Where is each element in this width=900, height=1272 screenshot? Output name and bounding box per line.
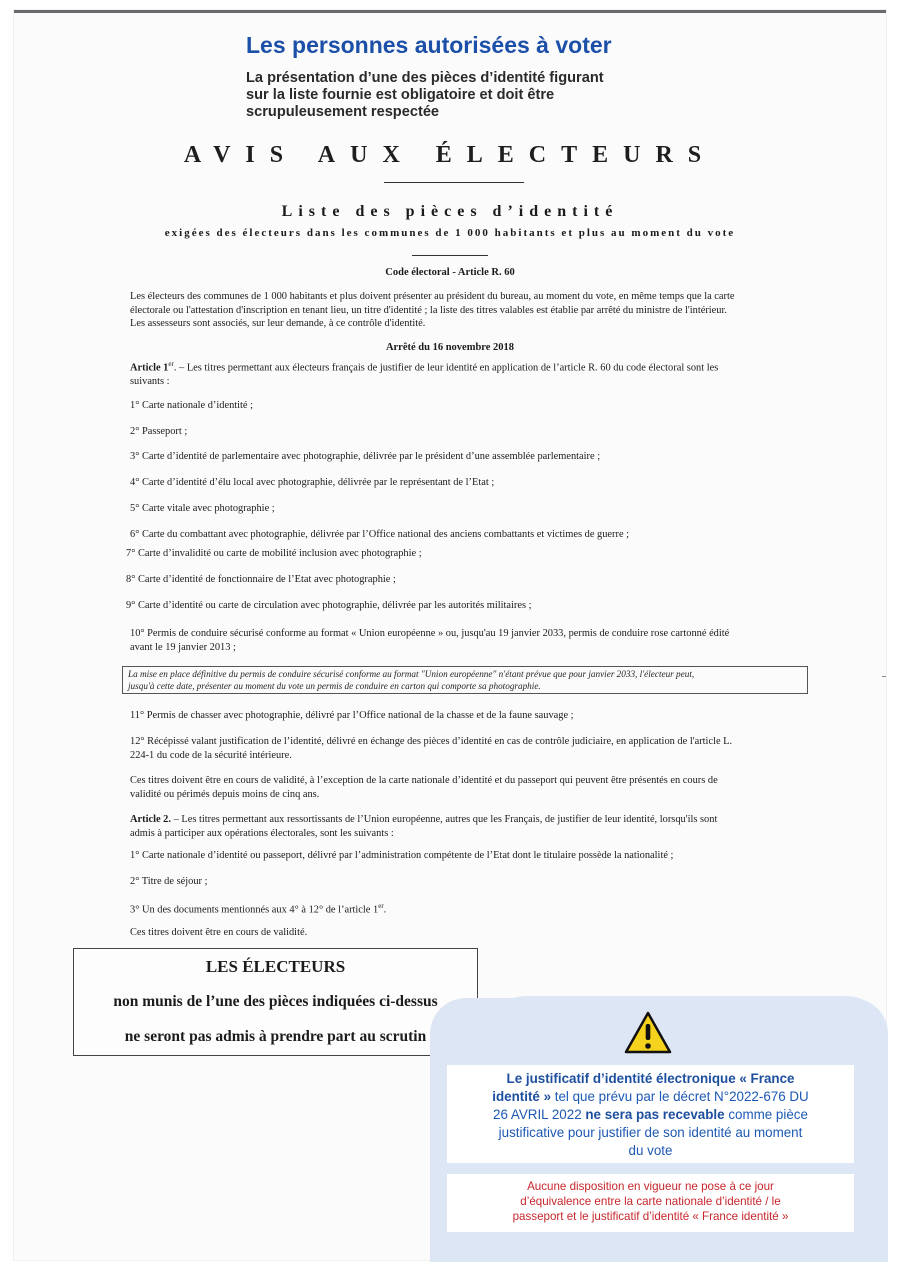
divider (412, 255, 488, 256)
electeurs-warning-box (73, 948, 478, 1056)
list-item: 6° Carte du combattant avec photographie, délivrée par l’Office national des anciens combattants et victimes de guerre ; (130, 529, 630, 540)
permis-note-box (122, 666, 808, 694)
list-item: 8° Carte d’identité de fonctionnaire de l’Etat avec photographie ; (126, 574, 396, 585)
liste-title: Liste des pièces d’identité (281, 203, 619, 220)
list-item: 2° Passeport ; (130, 426, 188, 437)
article1-label: Article 1 (130, 362, 169, 374)
arrete-heading: Arrêté du 16 novembre 2018 (385, 342, 515, 353)
list-item: 4° Carte d’identité d’élu local avec photographie, délivrée par le représentant de l’Etat ; (130, 477, 495, 488)
text-line: La mise en place définitive du permis de conduire sécurisé conforme au format "Union européenne" n'étant prévue que pour janvier 2033, l'électeur peut, (128, 669, 695, 679)
text-line: Les assesseurs sont associés, sur leur demande, à ce contrôle d'identité. (130, 318, 426, 329)
code-paragraph (130, 290, 830, 331)
subtitle-line: sur la liste fournie est obligatoire et doit être (246, 87, 555, 103)
code-heading: Code électoral - Article R. 60 (385, 267, 515, 278)
list-item (130, 735, 830, 762)
list-item (130, 627, 830, 654)
card-line (447, 1070, 854, 1088)
text-line: validité ou périmés depuis moins de cinq ans. (130, 788, 320, 800)
divider (384, 182, 524, 183)
page-title: Les personnes autorisées à voter (246, 32, 612, 58)
card-line (447, 1088, 854, 1106)
text-line: jusqu'à cette date, présenter au moment du vote un permis de conduire en carton qui comporte sa photographie. (128, 680, 541, 691)
text-line: 224-1 du code de la sécurité intérieure. (130, 749, 292, 761)
page-top-border (14, 10, 886, 13)
list-item: 11° Permis de chasser avec photographie, délivré par l’Office national de la chasse et de la faune sauvage ; (130, 710, 574, 721)
list-item: 2° Titre de séjour ; (130, 876, 208, 887)
card-bold: ne sera pas recevable (585, 1107, 725, 1122)
article1-paragraph (130, 358, 830, 388)
superscript: er (168, 360, 174, 368)
list-item: 1° Carte nationale d’identité ; (130, 400, 254, 411)
text-line (130, 813, 830, 827)
card-text: comme pièce (724, 1107, 808, 1122)
card-text: tel que prévu par le décret N°2022-676 DU (551, 1089, 809, 1104)
box-line: non munis de l’une des pièces indiquées ci-dessus (113, 993, 438, 1010)
card-line: passeport et le justificatif d’identité « France identité » (512, 1210, 789, 1223)
card-line: Aucune disposition en vigueur ne pose à ce jour (527, 1180, 774, 1193)
item-text: . (383, 904, 387, 916)
article2-text: – Les titres permettant aux ressortissants de l’Union européenne, autres que les Français, de justifier de leur identité, lorsqu'ils sont (170, 814, 718, 825)
subtitle-line: scrupuleusement respectée (246, 104, 440, 120)
card-bold: Le justificatif d’identité électronique « France (506, 1071, 795, 1086)
text-line: Les électeurs des communes de 1 000 habitants et plus doivent présenter au président du bureau, au moment du vote, en même temps que la carte (130, 291, 735, 302)
text-line: suivants : (130, 375, 170, 387)
france-identite-card (447, 1065, 854, 1163)
text-line: avant le 19 janvier 2013 ; (130, 641, 236, 653)
page-subtitle (246, 70, 706, 121)
text-line: 12° Récépissé valant justification de l’identité, délivré en échange des pièces d’identité en cas de contrôle judiciaire, en application de l'article L. (130, 736, 733, 747)
list-item: 1° Carte nationale d’identité ou passeport, délivré par l’administration compétente de l’Etat dont le titulaire possède la nationalité ; (130, 850, 674, 861)
card-line: justificative pour justifier de son identité au moment (498, 1125, 803, 1140)
list-item: 9° Carte d’identité ou carte de circulation avec photographie, délivrée par les autorités militaires ; (126, 600, 532, 611)
list-item (130, 902, 386, 915)
list-item: 3° Carte d’identité de parlementaire avec photographie, délivrée par le président d’une assemblée parlementaire ; (130, 451, 601, 462)
info-panel-top (486, 996, 886, 1066)
card-line (447, 1106, 854, 1124)
list-item: 5° Carte vitale avec photographie ; (130, 503, 275, 514)
equivalence-card (447, 1174, 854, 1232)
text-line: Ces titres doivent être en cours de validité, à l’exception de la carte nationale d’identité et du passeport qui peuvent être présentés en cours de (130, 775, 718, 786)
liste-subtitle: exigées des électeurs dans les communes de 1 000 habitants et plus au moment du vote (164, 227, 736, 239)
text-line (130, 358, 830, 375)
margin-mark (882, 676, 886, 677)
subtitle-line: La présentation d’une des pièces d’identité figurant (246, 70, 604, 86)
article2-paragraph (130, 813, 830, 840)
warning-triangle-icon (623, 1010, 673, 1055)
card-text: 26 AVRIL 2022 (493, 1107, 586, 1122)
article1-text: . – Les titres permettant aux électeurs français de justifier de leur identité en application de l’article R. 60 du code électoral sont les (173, 362, 719, 374)
box-line: ne seront pas admis à prendre part au scrutin (124, 1028, 427, 1045)
card-line: du vote (628, 1143, 673, 1158)
article2-label: Article 2. (130, 814, 171, 825)
list-item: 7° Carte d’invalidité ou carte de mobilité inclusion avec photographie ; (126, 548, 422, 559)
text-line: électorale ou l'attestation d'inscription en tenant lieu, un titre d'identité ; la liste des titres valables est établie par arrêté du ministre de l'intérieur. (130, 304, 727, 316)
final-note: Ces titres doivent être en cours de validité. (130, 927, 308, 938)
validity-paragraph (130, 774, 830, 801)
superscript: er (378, 902, 384, 910)
text-line: 10° Permis de conduire sécurisé conforme au format « Union européenne » ou, jusqu'au 19 janvier 2033, permis de conduire rose cartonné édité (130, 628, 730, 639)
text-line: admis à participer aux opérations électorales, sont les suivants : (130, 827, 394, 839)
avis-heading: AVIS AUX ÉLECTEURS (183, 142, 717, 168)
box-line: LES ÉLECTEURS (205, 957, 346, 976)
card-bold: identité » (492, 1089, 552, 1104)
item-text: 3° Un des documents mentionnés aux 4° à 12° de l’article 1 (130, 904, 379, 916)
card-line: d’équivalence entre la carte nationale d’identité / le (520, 1195, 781, 1208)
